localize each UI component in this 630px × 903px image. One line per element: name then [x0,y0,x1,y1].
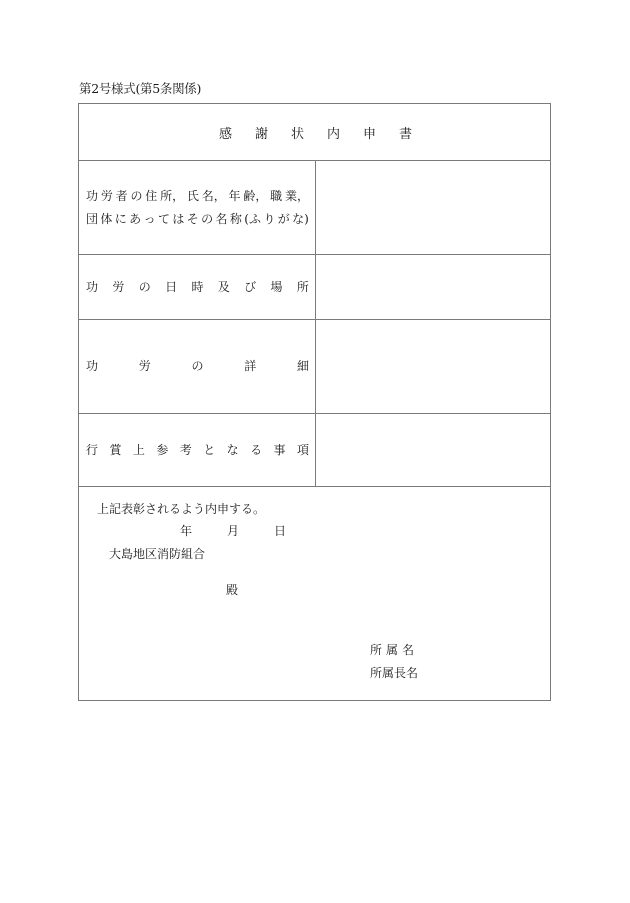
footer-section [79,487,550,700]
union-name: 大島地区消防組合 [109,547,206,561]
value-reference-notes[interactable] [316,414,550,486]
row-awardee-info [79,161,550,255]
value-details[interactable] [316,320,550,413]
form-table [78,103,551,701]
chief-label: 所属長名 [370,666,419,680]
addressee-suffix: 殿 [226,583,239,597]
form-number: 第2号様式(第5条関係) [79,81,202,96]
label-datetime-place [79,255,316,319]
label-awardee-info [79,161,316,254]
label-line: 功 労 者 の 住 所， 氏 名， 年 齢， 職 業， [86,188,309,203]
affiliation-label: 所属名 [370,643,419,657]
row-datetime-place [79,255,550,320]
label-line: 功 労 の 詳 細 [86,359,309,373]
date-line [180,522,286,539]
label-line: 団 体 に あ っ て は そ の 名 称 (ふ り が な) [86,211,309,226]
date-year: 年 [180,524,193,538]
label-line: 行 賞 上 参 考 と な る 事 項 [86,442,309,457]
label-details [79,320,316,413]
row-details [79,320,550,414]
value-awardee-info[interactable] [316,161,550,254]
value-datetime-place[interactable] [316,255,550,319]
label-reference-notes [79,414,316,486]
label-line: 功 労 の 日 時 及 び 場 所 [86,279,309,294]
statement-text: 上記表彰されるよう内申する。 [97,502,266,516]
date-day: 日 [274,524,287,538]
title-row [79,104,550,161]
date-month: 月 [227,524,240,538]
form-title: 感謝状内申書 [218,126,435,142]
row-reference-notes [79,414,550,487]
